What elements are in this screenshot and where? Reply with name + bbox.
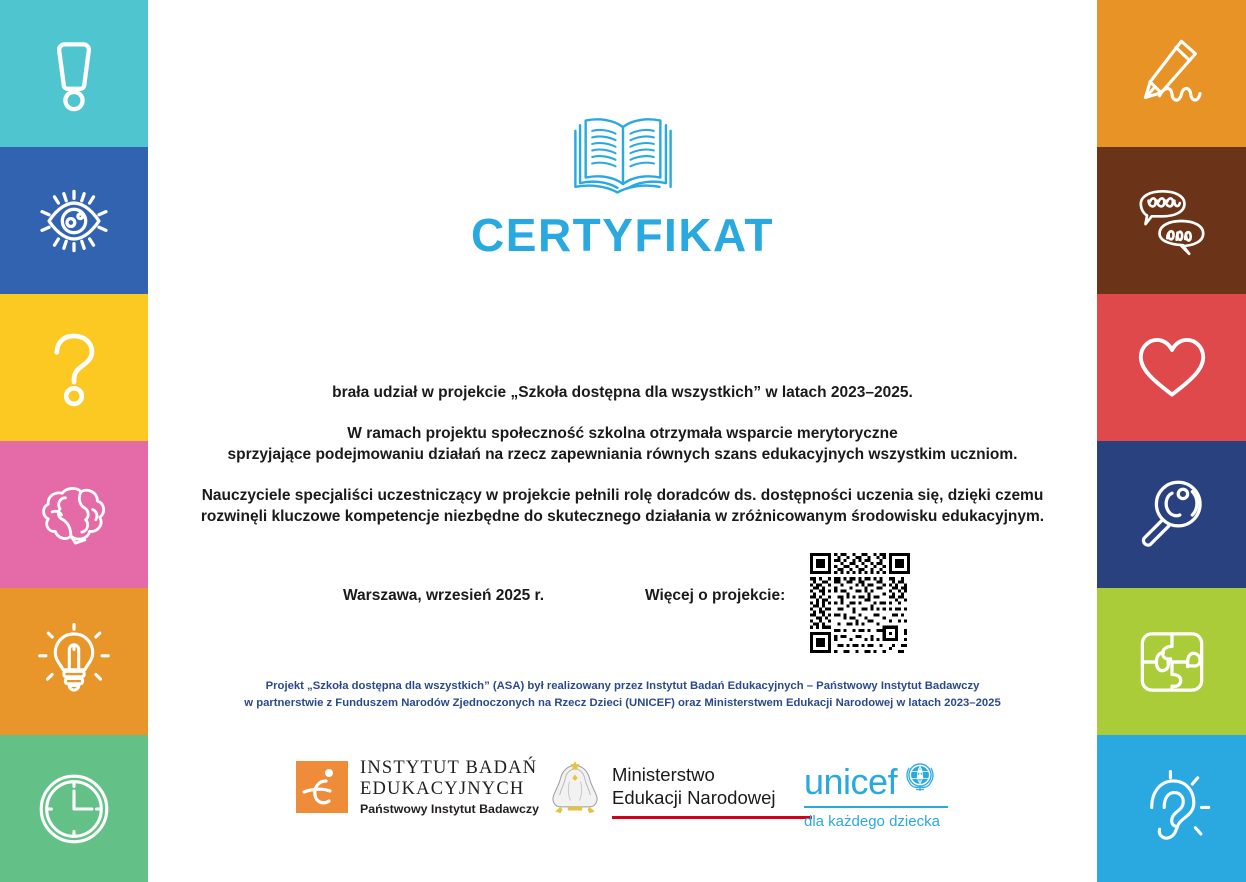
ibe-line-1: INSTYTUT BADAŃ [360, 758, 538, 778]
strip-cell-lightbulb [0, 588, 148, 735]
support-line-2: sprzyjające podejmowaniu działań na rzecz zapewniania równych szans edukacyjnych wszystkim uczniom. [227, 446, 1018, 463]
unicef-tagline: dla każdego dziecka [804, 812, 940, 830]
men-line-1: Ministerstwo [612, 763, 715, 785]
certificate-panel [148, 0, 1097, 882]
book-logo [148, 112, 1097, 207]
participation-statement [148, 382, 1097, 403]
qr-code[interactable] [810, 553, 910, 653]
strip-cell-heart [1097, 294, 1246, 441]
support-line-1: W ramach projektu społeczność szkolna otrzymała wsparcie merytoryczne [347, 425, 898, 442]
magnifier-icon [1133, 476, 1211, 554]
exclamation-mark-icon [35, 35, 113, 113]
right-icon-strip [1097, 0, 1246, 882]
unicef-emblem-icon [903, 758, 937, 797]
page-title: CERTYFIKAT [471, 209, 774, 261]
strip-cell-eye [0, 147, 148, 294]
polish-eagle-icon [548, 758, 602, 823]
certificate-body [148, 382, 1097, 527]
strip-cell-ear [1097, 735, 1246, 882]
ibe-mark-icon [296, 761, 348, 813]
lightbulb-icon [35, 623, 113, 701]
unicef-divider [804, 806, 948, 808]
strip-cell-puzzle [1097, 588, 1246, 735]
teachers-line-2: rozwinęli kluczowe kompetencje niezbędne do skutecznego działania w zróżnicowanym środowisku edukacyjnym. [200, 508, 1045, 525]
teachers-line-1: Nauczyciele specjaliści uczestniczący w projekcie pełnili rolę doradców ds. dostępności uczenia się, dzięki czemu [201, 487, 1044, 504]
men-line-2: Edukacji Narodowej [612, 786, 776, 808]
footnote [148, 678, 1097, 712]
unicef-wordmark: unicef [804, 761, 898, 802]
partner-logos [148, 758, 1097, 848]
participation-prefix: brała udział w projekcie „ [332, 384, 519, 401]
strip-cell-exclamation [0, 0, 148, 147]
men-logo [548, 758, 812, 823]
footnote-line-2: w partnerstwie z Funduszem Narodów Zjednoczonych na Rzecz Dzieci (UNICEF) oraz Ministerstwem Edukacji Narodowej w latach 2023–2025 [244, 697, 1001, 709]
pencil-icon [1133, 35, 1211, 113]
brain-icon [35, 476, 113, 554]
question-mark-icon [35, 329, 113, 407]
strip-cell-speech-bubbles [1097, 147, 1246, 294]
ear-icon [1133, 770, 1211, 848]
heart-icon [1133, 329, 1211, 407]
place-and-date: Warszawa, wrzesień 2025 r. [343, 587, 545, 604]
meta-row [148, 553, 1097, 653]
strip-cell-brain [0, 441, 148, 588]
open-book-icon [567, 189, 679, 206]
support-statement [148, 423, 1097, 465]
puzzle-icon [1133, 623, 1211, 701]
left-icon-strip [0, 0, 148, 882]
speech-bubbles-icon [1133, 182, 1211, 260]
more-info-label: Więcej o projekcie: [645, 587, 786, 604]
clock-icon [35, 770, 113, 848]
strip-cell-magnifier [1097, 441, 1246, 588]
project-name: Szkoła dostępna dla wszystkich [518, 384, 754, 401]
strip-cell-clock [0, 735, 148, 882]
strip-cell-pencil [1097, 0, 1246, 147]
unicef-logo [804, 758, 948, 830]
ibe-line-3: Państwowy Instytut Badawczy [360, 802, 540, 816]
participation-suffix: ” w latach 2023–2025. [753, 384, 913, 401]
eye-icon [35, 182, 113, 260]
footnote-line-1: Projekt „Szkoła dostępna dla wszystkich” (ASA) był realizowany przez Instytut Badań Edukacyjnych – Państwowy Instytut Badawczy [265, 680, 980, 692]
ibe-line-2: EDUKACYJNYCH [360, 779, 525, 799]
teachers-statement [148, 485, 1097, 527]
ibe-logo [296, 758, 539, 816]
strip-cell-question [0, 294, 148, 441]
men-accent-rule [612, 814, 812, 819]
